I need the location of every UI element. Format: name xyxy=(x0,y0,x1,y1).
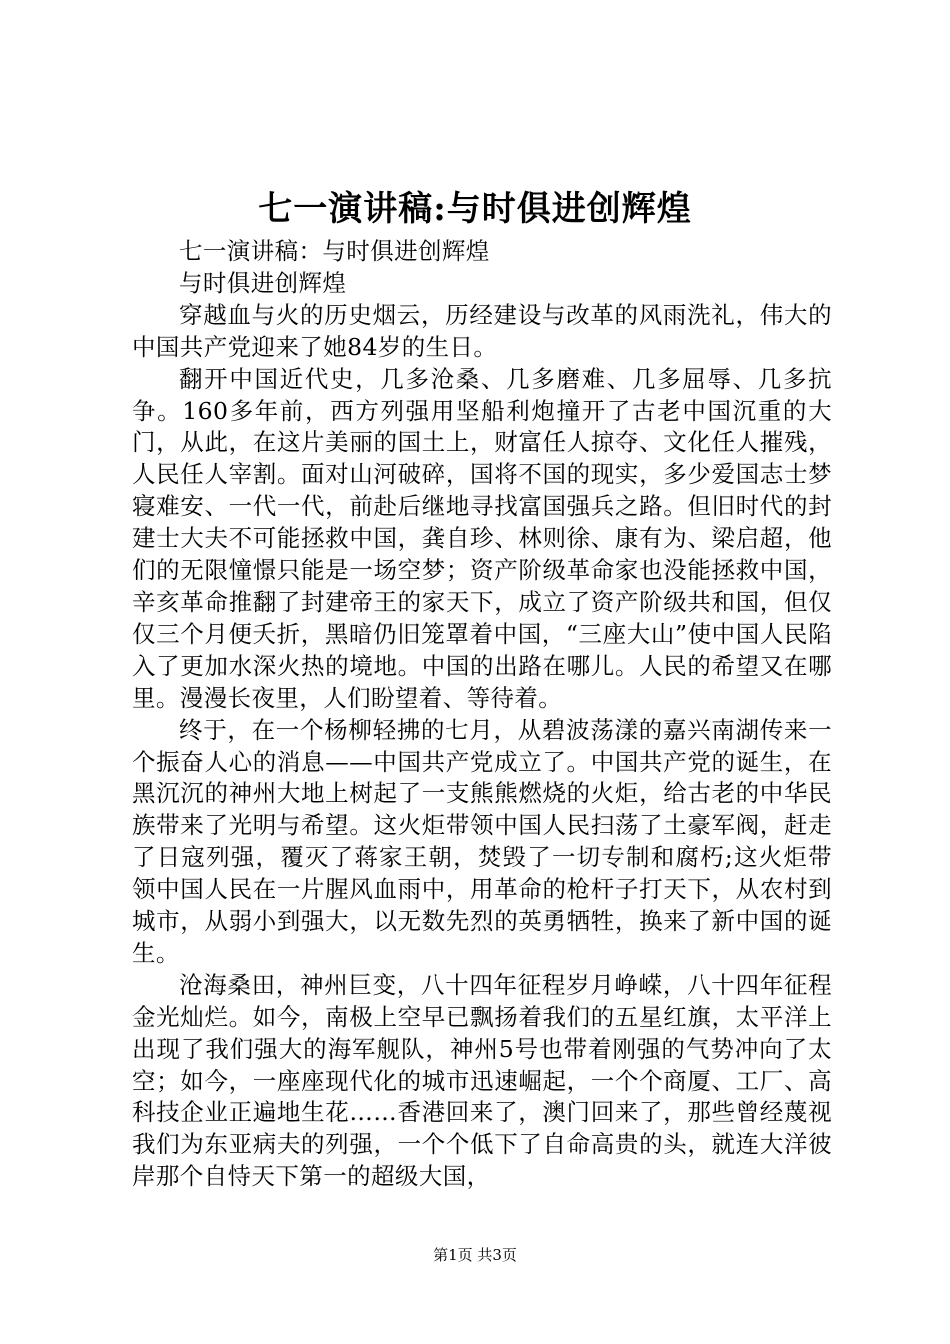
paragraph: 穿越血与火的历史烟云，历经建设与改革的风雨洗礼，伟大的中国共产党迎来了她84岁的生日。 xyxy=(132,300,832,361)
paragraph: 终于，在一个杨柳轻拂的七月，从碧波荡漾的嘉兴南湖传来一个振奋人心的消息——中国共产党成立了。中国共产党的诞生，在黑沉沉的神州大地上树起了一支熊熊燃烧的火炬，给古老的中华民族带来了光明与希望。这火炬带领中国人民扫荡了土豪军阀，赶走了日寇列强，覆灭了蒋家王朝，焚毁了一切专制和腐朽;这火炬带领中国人民在一片腥风血雨中，用革命的枪杆子打天下，从农村到城市，从弱小到强大，以无数先烈的英勇牺牲，换来了新中国的诞生。 xyxy=(132,715,832,967)
paragraph: 翻开中国近代史，几多沧桑、几多磨难、几多屈辱、几多抗争。160多年前，西方列强用坚船利炮撞开了古老中国沉重的大门，从此，在这片美丽的国土上，财富任人掠夺、文化任人摧残，人民任人宰割。面对山河破碎，国将不国的现实，多少爱国志士梦寝难安、一代一代，前赴后继地寻找富国强兵之路。但旧时代的封建士大夫不可能拯救中国，龚自珍、林则徐、康有为、梁启超，他们的无限憧憬只能是一场空梦；资产阶级革命家也没能拯救中国，辛亥革命推翻了封建帝王的家天下，成立了资产阶级共和国，但仅仅三个月便夭折，黑暗仍旧笼罩着中国，“三座大山”使中国人民陷入了更加水深火热的境地。中国的出路在哪儿。人民的希望又在哪里。漫漫长夜里，人们盼望着、等待着。 xyxy=(132,364,832,712)
paragraph-subtitle: 七一演讲稿：与时俱进创辉煌 xyxy=(179,237,490,265)
paragraph: 沧海桑田，神州巨变，八十四年征程岁月峥嵘，八十四年征程金光灿烂。如今，南极上空早已飘扬着我们的五星红旗，太平洋上出现了我们强大的海军舰队，神州5号也带着刚强的气势冲向了太空；如今，一座座现代化的城市迅速崛起，一个个商厦、工厂、高科技企业正遍地生花……香港回来了，澳门回来了，那些曾经蔑视我们为东亚病夫的列强，一个个低下了自命高贵的头，就连大洋彼岸那个自恃天下第一的超级大国， xyxy=(132,970,832,1191)
page-footer: 第1页 共3页 xyxy=(433,1246,517,1264)
paragraph-heading: 与时俱进创辉煌 xyxy=(179,268,347,297)
document-body xyxy=(132,236,832,1193)
document-title: 七一演讲稿:与时俱进创辉煌 xyxy=(258,189,692,229)
